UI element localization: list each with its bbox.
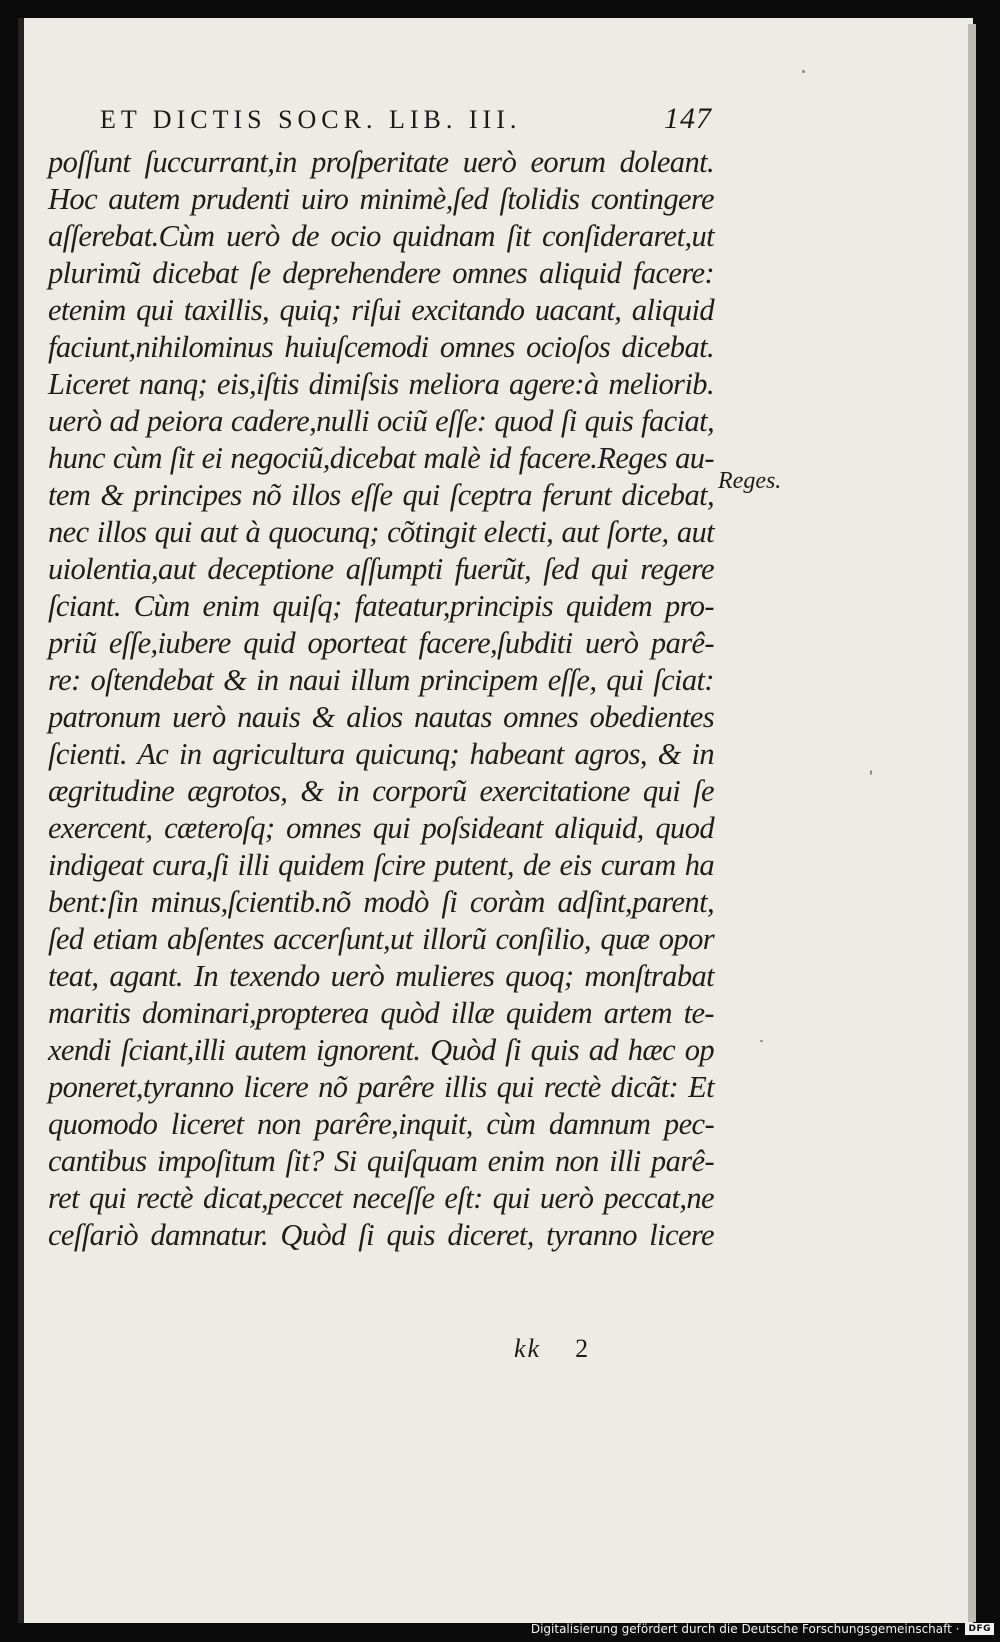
text-line: quomodo liceret non parêre,inquit, cùm damnum pec-: [48, 1107, 714, 1141]
text-line: Hoc autem prudenti uiro minimè,ſed ſtolidis contingere: [48, 182, 714, 216]
text-line: cantibus impoſitum ſit? Si quiſquam enim non illi parê-: [48, 1144, 714, 1178]
text-line: ſciant. Cùm enim quiſq; fateatur,principis quidem pro-: [48, 589, 714, 623]
text-line: patronum uerò nauis & alios nautas omnes obedientes: [48, 700, 714, 734]
running-header: [100, 102, 712, 136]
text-line: nec illos qui aut à quocunq; cõtingit electi, aut ſorte, aut: [48, 515, 714, 549]
footer-text: Digitalisierung gefördert durch die Deutsche Forschungsgemeinschaft ·: [530, 1622, 960, 1636]
funding-footer: [531, 1622, 994, 1636]
marginal-note: Reges.: [718, 468, 782, 494]
text-line: indigeat cura,ſi illi quidem ſcire putent, de eis curam ha: [48, 848, 714, 882]
text-line: teat, agant. In texendo uerò mulieres quoq; monſtrabat: [48, 959, 714, 993]
signature-letters: kk: [514, 1334, 542, 1363]
text-line: ſed etiam abſentes accerſunt,ut illorũ conſilio, quæ opor: [48, 922, 714, 956]
text-line: bent:ſin minus,ſcientib.nõ modò ſi coràm adſint,parent,: [48, 885, 714, 919]
body-text: [48, 144, 714, 1254]
text-line: ſcienti. Ac in agricultura quicunq; habeant agros, & in: [48, 737, 714, 771]
text-line: poſſunt ſuccurrant,in proſperitate uerò eorum doleant.: [48, 145, 714, 179]
running-title: ET DICTIS SOCR. LIB. III.: [100, 105, 522, 134]
text-line: uiolentia,aut deceptione aſſumpti fuerũt, ſed qui regere: [48, 552, 714, 586]
text-line: maritis dominari,propterea quòd illæ quidem artem te-: [48, 996, 714, 1030]
dfg-logo-icon: DFG: [965, 1623, 994, 1635]
text-line: Liceret nanq; eis,iſtis dimiſsis meliora agere:à meliorib.: [48, 367, 714, 401]
signature-mark: [514, 1334, 590, 1364]
text-line: tem & principes nõ illos eſſe qui ſceptra ferunt dicebat,: [48, 478, 714, 512]
text-line: priũ eſſe,iubere quid oporteat facere,ſubditi uerò parê-: [48, 626, 714, 660]
text-line: ceſſariò damnatur. Quòd ſi quis diceret, tyranno licere: [48, 1218, 714, 1252]
text-line: ret qui rectè dicat,peccet neceſſe eſt: qui uerò peccat,ne: [48, 1181, 714, 1215]
text-line: uerò ad peiora cadere,nulli ociũ eſſe: quod ſi quis faciat,: [48, 404, 714, 438]
signature-number: 2: [575, 1334, 591, 1363]
text-line: aſſerebat.Cùm uerò de ocio quidnam ſit conſideraret,ut: [48, 219, 714, 253]
page-edge: [968, 24, 976, 1622]
text-line: poneret,tyranno licere nõ parêre illis qui rectè dicãt: Et: [48, 1070, 714, 1104]
text-line: ægritudine ægrotos, & in corporũ exercitatione qui ſe: [48, 774, 714, 808]
text-line: faciunt,nihilominus huiuſcemodi omnes ocioſos dicebat.: [48, 330, 714, 364]
text-line: hunc cùm ſit ei negociũ,dicebat malè id facere.Reges au-: [48, 441, 714, 475]
folio-number: 147: [664, 102, 712, 135]
text-line: xendi ſciant,illi autem ignorent. Quòd ſi quis ad hæc op: [48, 1033, 714, 1067]
text-line: re: oſtendebat & in naui illum principem eſſe, qui ſciat:: [48, 663, 714, 697]
text-line: exercent, cæteroſq; omnes qui poſsideant aliquid, quod: [48, 811, 714, 845]
text-line: plurimũ dicebat ſe deprehendere omnes aliquid facere:: [48, 256, 714, 290]
text-line: etenim qui taxillis, quiq; riſui excitando uacant, aliquid: [48, 293, 714, 327]
